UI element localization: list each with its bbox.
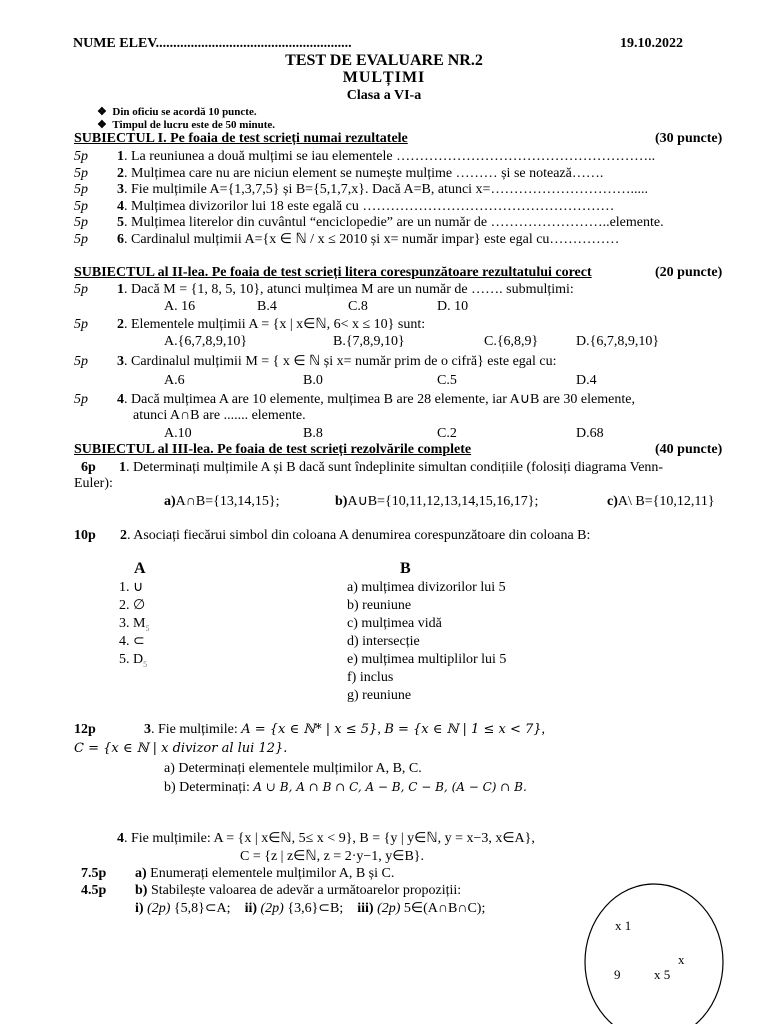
subject3-heading: SUBIECTUL al III-lea. Pe foaia de test scrieți rezolvările complete xyxy=(74,442,472,457)
subject2-heading: SUBIECTUL al II-lea. Pe foaia de test scrieți litera corespunzătoare rezultatului corect xyxy=(74,265,592,280)
question: 5p 4. Dacă mulțimea A are 10 elemente, mulțimea B are 28 elemente, iar A∪B are 30 elemente, xyxy=(74,392,635,407)
option: D.4 xyxy=(576,373,597,388)
option: B.{7,8,9,10} xyxy=(333,334,405,349)
option: B.8 xyxy=(303,426,323,441)
subpoint-a: a) Determinați elementele mulțimilor A, B, C. xyxy=(164,761,422,776)
test-subtitle: MULȚIMI xyxy=(342,69,426,86)
list-item: 5p 5. Mulțimea literelor din cuvântul “enciclopedie” are un număr de ……………………..elemente. xyxy=(74,215,664,230)
list-item: b) reuniune xyxy=(347,598,412,613)
option: A.6 xyxy=(164,373,185,388)
subject1-heading: SUBIECTUL I. Pe foaia de test scrieți numai rezultatele xyxy=(74,131,408,146)
option: D.{6,7,8,9,10} xyxy=(576,334,660,349)
option: D.68 xyxy=(576,426,604,441)
points-label: 4.5p xyxy=(81,883,107,898)
list-item: a) mulțimea divizorilor lui 5 xyxy=(347,580,506,595)
note-item: ❖ Din oficiu se acordă 10 puncte. xyxy=(97,106,257,118)
set-c-definition: C = {x ∈ ℕ | x divizor al lui 12}. xyxy=(74,741,288,756)
list-item: d) intersecție xyxy=(347,634,420,649)
list-item: 1. ∪ xyxy=(119,580,144,595)
option: A.{6,7,8,9,10} xyxy=(164,334,248,349)
list-item: 5p 6. Cardinalul mulțimii A={x ∈ ℕ / x ≤ 2010 și x= număr impar} este egal cu…………… xyxy=(74,232,620,247)
list-item: 4. ⊂ xyxy=(119,634,145,649)
condition-a: a)A∩B={13,14,15}; xyxy=(164,494,280,509)
bullet-icon: ❖ xyxy=(97,106,107,118)
question: 10p 2. Asociați fiecărui simbol din coloana A denumirea corespunzătoare din coloana B: xyxy=(74,528,591,543)
subject3-points: (40 puncte) xyxy=(655,442,723,457)
venn-label: 9 xyxy=(614,967,621,982)
option: C.2 xyxy=(437,426,457,441)
proposition: ii) (2p) {3,6}⊂B; xyxy=(244,901,344,916)
subpoint-a: a) Enumerați elementele mulțimilor A, B și C. xyxy=(135,866,395,881)
question: 4. Fie mulțimile: A = {x | x∈ℕ, 5≤ x < 9}, B = {y | y∈ℕ, y = x−3, x∈A}, xyxy=(117,831,535,846)
bullet-icon: ❖ xyxy=(97,119,107,131)
question: 6p 1. Determinați mulțimile A și B dacă sunt îndeplinite simultan condițiile (folosiți diagrama Venn- xyxy=(81,460,664,475)
option: A. 16 xyxy=(164,299,196,314)
note-item: ❖ Timpul de lucru este de 50 minute. xyxy=(97,119,276,131)
column-a-heading: A xyxy=(134,560,146,577)
condition-b: b)A∪B={10,11,12,13,14,15,16,17}; xyxy=(335,494,539,509)
venn-circle xyxy=(585,884,723,1024)
question-continuation: C = {z | z∈ℕ, z = 2·y−1, y∈B}. xyxy=(240,849,425,864)
option: C.{6,8,9} xyxy=(484,334,539,349)
list-item: e) mulțimea multiplilor lui 5 xyxy=(347,652,507,667)
subpoint-b: b) Determinați: A ∪ B, A ∩ B ∩ C, A − B, C − B, (A − C) ∩ B. xyxy=(164,780,527,795)
list-item: 5p 2. Mulțimea care nu are niciun element se numește mulțime ……… și se notează……. xyxy=(74,166,604,181)
list-item: f) inclus xyxy=(347,670,394,685)
list-item: c) mulțimea vidă xyxy=(347,616,442,631)
list-item: 5. $D_5$ xyxy=(119,652,148,669)
proposition: i) (2p) {5,8}⊂A; xyxy=(135,901,231,916)
list-item: 5p 1. La reuniunea a două mulțimi se iau elementele ……………………………………………….. xyxy=(74,149,656,164)
venn-label: x 1 xyxy=(615,918,632,933)
option: C.5 xyxy=(437,373,457,388)
venn-label: x xyxy=(678,952,685,967)
option: B.4 xyxy=(257,299,277,314)
question-continuation: atunci A∩B are ....... elemente. xyxy=(133,408,306,423)
list-item: 5p 4. Mulțimea divizorilor lui 18 este egală cu ……………………………………………… xyxy=(74,199,615,214)
option: B.0 xyxy=(303,373,323,388)
option: A.10 xyxy=(164,426,192,441)
question: 5p 2. Elementele mulțimii A = {x | x∈ℕ, 6< x ≤ 10} sunt: xyxy=(74,317,426,332)
list-item: g) reuniune xyxy=(347,688,412,703)
condition-c: c)A\ B={10,12,11} xyxy=(607,494,715,509)
subpoint-b: b) Stabilește valoarea de adevăr a următoarelor propoziții: xyxy=(135,883,462,898)
question: 5p 3. Cardinalul mulțimii M = { x ∈ ℕ și x= număr prim de o cifră} este egal cu: xyxy=(74,354,557,369)
points-label: 7.5p xyxy=(81,866,107,881)
option: D. 10 xyxy=(437,299,469,314)
option: C.8 xyxy=(348,299,368,314)
column-b-heading: B xyxy=(400,560,411,577)
list-item: 3. $M_5$ xyxy=(119,616,150,633)
subject2-points: (20 puncte) xyxy=(655,265,723,280)
test-title: TEST DE EVALUARE NR.2 xyxy=(285,52,483,69)
subject1-points: (30 puncte) xyxy=(655,131,723,146)
proposition: iii) (2p) 5∈(A∩B∩C); xyxy=(357,901,486,916)
list-item: 2. ∅ xyxy=(119,598,146,613)
class-label: Clasa a VI-a xyxy=(346,88,422,103)
question: 12p 3. Fie mulțimile: A = {x ∈ ℕ* | x ≤ 5}, B = {x ∈ ℕ | 1 ≤ x < 7}, xyxy=(74,722,546,737)
venn-label: x 5 xyxy=(654,967,671,982)
test-date: 19.10.2022 xyxy=(620,36,683,51)
question: 5p 1. Dacă M = {1, 8, 5, 10}, atunci mulțimea M are un număr de ……. submulțimi: xyxy=(74,282,574,297)
question-continuation: Euler): xyxy=(74,476,113,491)
list-item: 5p 3. Fie mulțimile A={1,3,7,5} și B={5,1,7,x}. Dacă A=B, atunci x=…………………………..... xyxy=(74,182,648,197)
student-name-field: NUME ELEV........................................................ xyxy=(73,36,352,51)
